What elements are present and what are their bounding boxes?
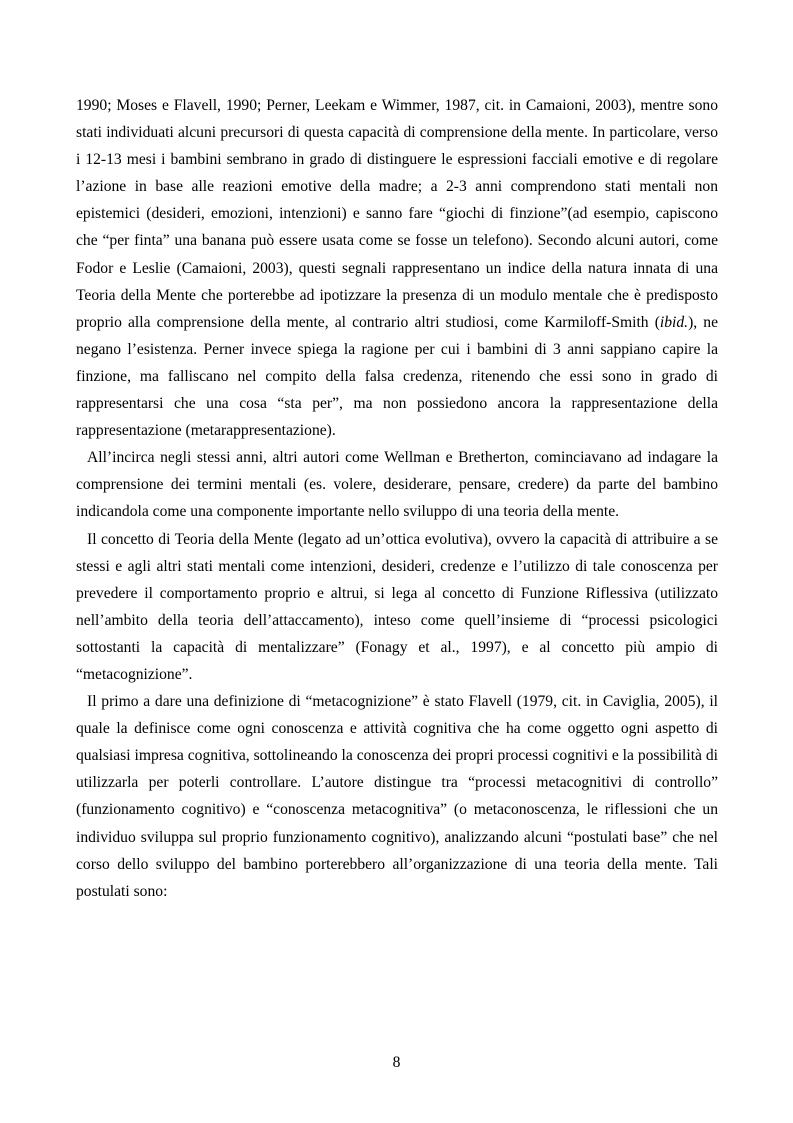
paragraph-1 [76, 92, 718, 444]
paragraph-2: All’incirca negli stessi anni, altri autori come Wellman e Bretherton, cominciavano ad indagare la comprensione dei termini mentali (es. volere, desiderare, pensare, credere) da parte del bambino indicandola come una componente importante nello sviluppo di una teoria della mente. [76, 449, 718, 521]
paragraph-1-italic-ibid: ibid. [659, 313, 689, 331]
paragraph-1-text-a: 1990; Moses e Flavell, 1990; Perner, Leekam e Wimmer, 1987, cit. in Camaioni, 2003), mentre sono stati individuati alcuni precursori di questa capacità di comprensione della mente. In particolare, verso i 12-13 mesi i bambini sembrano in grado di distinguere le espressioni facciali emotive e di regolare l’azione in base alle reazioni emotive della madre; a 2-3 anni comprendono stati mentali non epistemici (desideri, emozioni, intenzioni) e sanno fare “giochi di finzione”(ad esempio, capiscono che “per finta” una banana può essere usata come se fosse un telefono). Secondo alcuni autori, come Fodor e Leslie (Camaioni, 2003), questi segnali rappresentano un indice della natura innata di una Teoria della Mente che porterebbe ad ipotizzare la presenza di un modulo mentale che è predisposto proprio alla comprensione della mente, al contrario altri studiosi, come Karmiloff-Smith ( [76, 97, 718, 331]
paragraph-4: Il primo a dare una definizione di “metacognizione” è stato Flavell (1979, cit. in Caviglia, 2005), il quale la definisce come ogni conoscenza e attività cognitiva che ha come oggetto ogni aspetto di qualsiasi impresa cognitiva, sottolineando la conoscenza dei propri processi cognitivi e la possibilità di utilizzarla per poterli controllare. L’autore distingue tra “processi metacognitivi di controllo” (funzionamento cognitivo) e “conoscenza metacognitiva” (o metaconoscenza, le riflessioni che un individuo sviluppa sul proprio funzionamento cognitivo), analizzando alcuni “postulati base” che nel corso dello sviluppo del bambino porterebbero all’organizzazione di una teoria della mente. Tali postulati sono: [76, 693, 718, 900]
paragraph-1-text-b: ), ne negano l’esistenza. Perner invece spiega la ragione per cui i bambini di 3 anni sappiano capire la finzione, ma falliscano nel compito della falsa credenza, ritenendo che essi sono in grado di rappresentarsi che una cosa “sta per”, ma non possiedono ancora la rappresentazione della rappresentazione (metarappresentazione). [76, 313, 718, 440]
paragraph-3: Il concetto di Teoria della Mente (legato ad un’ottica evolutiva), ovvero la capacità di attribuire a se stessi e agli altri stati mentali come intenzioni, desideri, credenze e l’utilizzo di tale conoscenza per prevedere il comportamento proprio e altrui, si lega al concetto di Funzione Riflessiva (utilizzato nell’ambito della teoria dell’attaccamento), inteso come quell’insieme di “processi psicologici sottostanti la capacità di mentalizzare” (Fonagy et al., 1997), e al concetto più ampio di “metacognizione”. [76, 530, 718, 683]
body-text [76, 92, 718, 905]
page-number: 8 [392, 1054, 401, 1071]
